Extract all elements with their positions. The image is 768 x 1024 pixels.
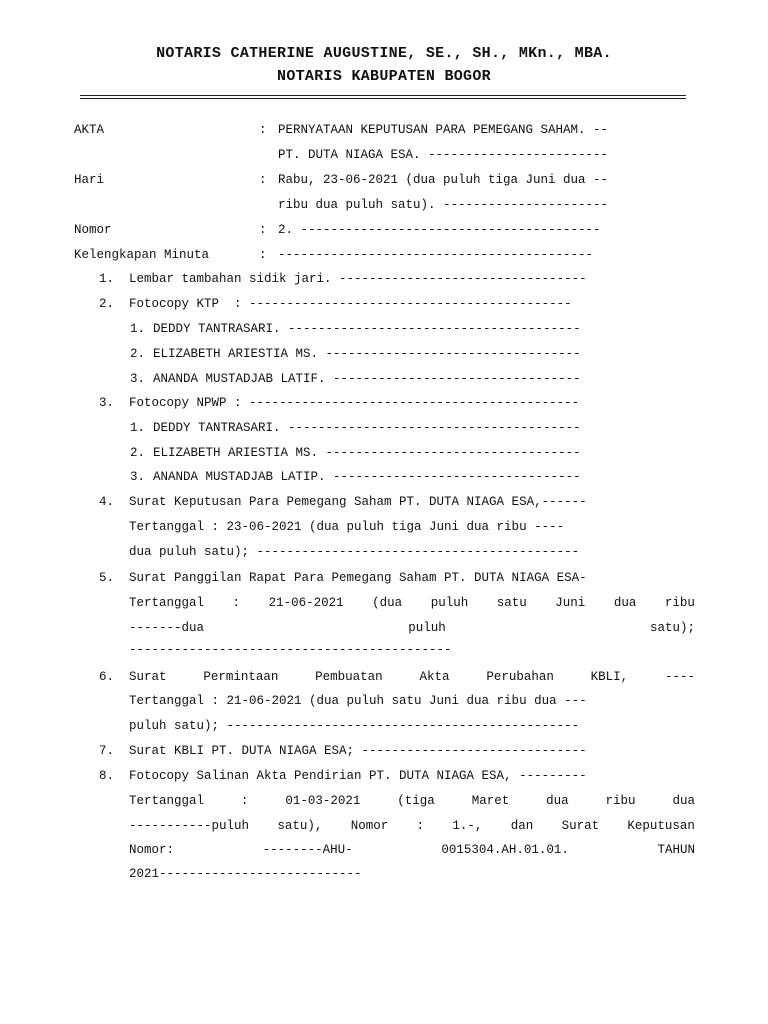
word: -------dua	[129, 621, 205, 635]
word: :	[240, 794, 249, 808]
item-6-number: 6.	[98, 670, 114, 684]
akta-colon: :	[259, 123, 267, 137]
word: Tertanggal	[129, 794, 205, 808]
item-3-text: Fotocopy NPWP : --------------------------------------------	[129, 396, 580, 410]
item-8-line2	[129, 793, 695, 809]
item-3-sub-2-number: 2.	[130, 446, 146, 460]
item-7-number: 7.	[98, 744, 114, 758]
akta-value-line2: PT. DUTA NIAGA ESA. ------------------------	[278, 148, 609, 162]
item-5-number: 5.	[98, 571, 114, 585]
item-8-line1: Fotocopy Salinan Akta Pendirian PT. DUTA NIAGA ESA, ---------	[129, 769, 587, 783]
header-divider-bottom	[80, 98, 686, 99]
nomor-label: Nomor	[74, 223, 112, 237]
kelengkapan-label: Kelengkapan Minuta	[74, 248, 210, 262]
item-3-sub-2-text: ELIZABETH ARIESTIA MS. ----------------------------------	[153, 446, 581, 460]
item-2-sub-2-number: 2.	[130, 347, 146, 361]
notary-name: NOTARIS CATHERINE AUGUSTINE, SE., SH., MKn., MBA.	[156, 45, 612, 62]
item-2-number: 2.	[98, 297, 114, 311]
hari-value-line2: ribu dua puluh satu). ----------------------	[278, 198, 609, 212]
item-2-sub-1-number: 1.	[130, 322, 146, 336]
word: Keputusan	[627, 819, 695, 833]
hari-value-line1: Rabu, 23-06-2021 (dua puluh tiga Juni dua --	[278, 173, 609, 187]
word: dua	[546, 794, 569, 808]
word: ----	[664, 670, 695, 684]
item-4-line2: Tertanggal : 23-06-2021 (dua puluh tiga Juni dua ribu ----	[129, 520, 565, 534]
word: (tiga	[397, 794, 435, 808]
nomor-value: 2. ----------------------------------------	[278, 223, 601, 237]
item-6-line1	[129, 669, 695, 685]
word: Tertanggal	[129, 596, 205, 610]
item-3-sub-3-number: 3.	[130, 470, 146, 484]
word: Akta	[419, 670, 450, 684]
item-8-line5: 2021---------------------------	[129, 867, 362, 881]
hari-colon: :	[259, 173, 267, 187]
word: Permintaan	[203, 670, 279, 684]
item-1-number: 1.	[98, 272, 114, 286]
word: :	[416, 819, 425, 833]
word: puluh	[430, 596, 469, 610]
item-5-line4: -------------------------------------------	[129, 643, 452, 657]
item-2-sub-1-text: DEDDY TANTRASARI. ---------------------------------------	[153, 322, 581, 336]
word: satu);	[649, 621, 695, 635]
word: KBLI,	[590, 670, 629, 684]
item-3-sub-1-text: DEDDY TANTRASARI. ---------------------------------------	[153, 421, 581, 435]
item-4-number: 4.	[98, 495, 114, 509]
akta-value-line1: PERNYATAAN KEPUTUSAN PARA PEMEGANG SAHAM. --	[278, 123, 609, 137]
word: (dua	[372, 596, 403, 610]
word: puluh	[408, 621, 446, 635]
item-5-line3	[129, 620, 695, 636]
item-6-line3: puluh satu); -----------------------------------------------	[129, 719, 580, 733]
item-2-text: Fotocopy KTP : -------------------------------------------	[129, 297, 572, 311]
word: Nomor	[350, 819, 389, 833]
item-5-line2	[129, 595, 695, 611]
word: dan	[510, 819, 534, 833]
word: TAHUN	[657, 843, 695, 857]
word: 1.-,	[452, 819, 483, 833]
nomor-colon: :	[259, 223, 267, 237]
word: ribu	[605, 794, 636, 808]
item-7-text: Surat KBLI PT. DUTA NIAGA ESA; ------------------------------	[129, 744, 587, 758]
word: Perubahan	[486, 670, 554, 684]
notary-header	[0, 42, 768, 88]
item-3-number: 3.	[98, 396, 114, 410]
item-2-sub-3-number: 3.	[130, 372, 146, 386]
hari-label: Hari	[74, 173, 105, 187]
notary-jurisdiction: NOTARIS KABUPATEN BOGOR	[277, 68, 491, 85]
word: satu	[496, 596, 527, 610]
word: satu),	[277, 819, 323, 833]
item-4-line1: Surat Keputusan Para Pemegang Saham PT. DUTA NIAGA ESA,------	[129, 495, 587, 509]
word: Juni	[555, 596, 586, 610]
word: Nomor:	[129, 843, 175, 857]
item-5-line1: Surat Panggilan Rapat Para Pemegang Saham PT. DUTA NIAGA ESA-	[129, 571, 587, 585]
item-2-sub-3-text: ANANDA MUSTADJAB LATIF. ---------------------------------	[153, 372, 581, 386]
item-8-line4	[129, 842, 695, 858]
header-divider-top	[80, 95, 686, 96]
word: 01-03-2021	[285, 794, 361, 808]
word: dua	[613, 596, 637, 610]
word: Surat	[561, 819, 600, 833]
kelengkapan-colon: :	[259, 248, 267, 262]
item-8-number: 8.	[98, 769, 114, 783]
word: --------AHU-	[262, 843, 353, 857]
akta-label: AKTA	[74, 123, 105, 137]
item-4-line3: dua puluh satu); -------------------------------------------	[129, 545, 580, 559]
item-2-sub-2-text: ELIZABETH ARIESTIA MS. ----------------------------------	[153, 347, 581, 361]
word: 21-06-2021	[268, 596, 344, 610]
item-1-text: Lembar tambahan sidik jari. ---------------------------------	[129, 272, 587, 286]
word: Maret	[471, 794, 510, 808]
word: ribu	[664, 596, 695, 610]
item-3-sub-3-text: ANANDA MUSTADJAB LATIP. ---------------------------------	[153, 470, 581, 484]
word: -----------puluh	[129, 819, 250, 833]
word: 0015304.AH.01.01.	[441, 843, 569, 857]
item-6-line2: Tertanggal : 21-06-2021 (dua puluh satu Juni dua ribu dua ---	[129, 694, 587, 708]
word: dua	[672, 794, 695, 808]
item-3-sub-1-number: 1.	[130, 421, 146, 435]
kelengkapan-value: ------------------------------------------	[278, 248, 594, 262]
word: Pembuatan	[315, 670, 383, 684]
word: :	[232, 596, 241, 610]
item-8-line3	[129, 818, 695, 834]
word: Surat	[129, 670, 167, 684]
